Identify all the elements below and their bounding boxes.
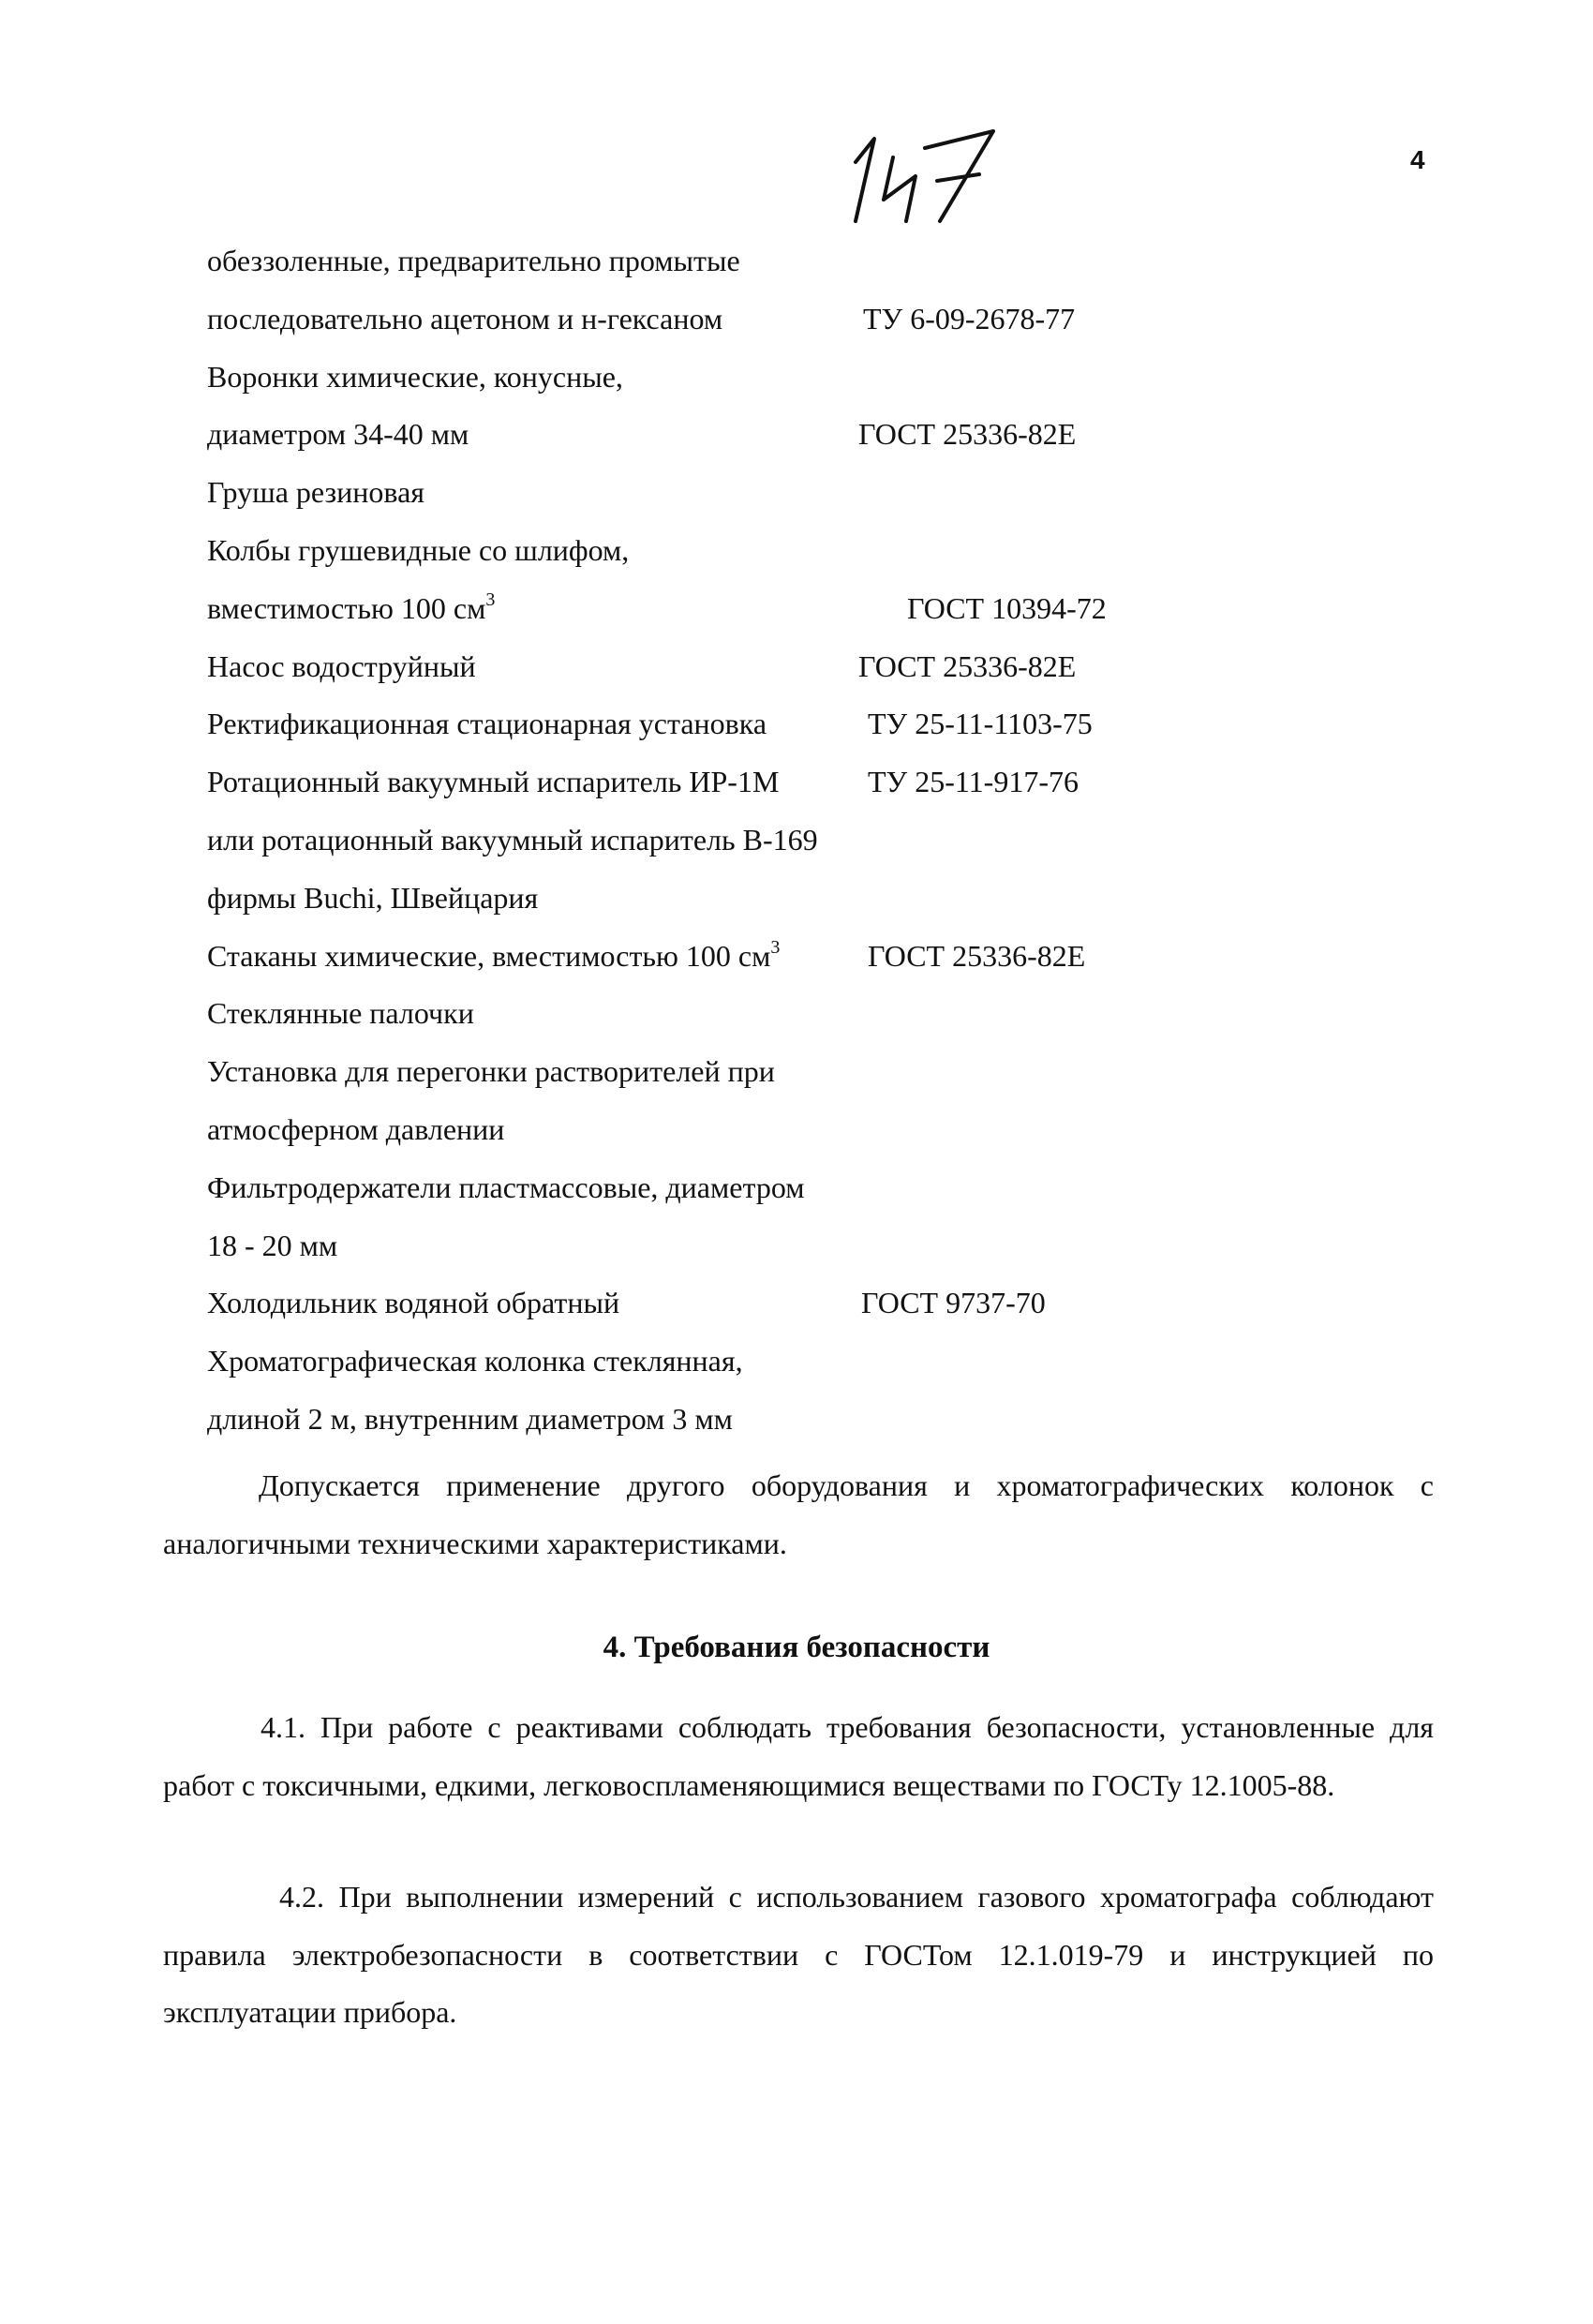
- equipment-row: [207, 580, 1463, 638]
- equipment-row: [207, 232, 1463, 290]
- equipment-row: [207, 1101, 1463, 1159]
- equipment-row: [207, 1043, 1463, 1101]
- equipment-row: [207, 1391, 1463, 1449]
- equipment-standard: ТУ 25-11-917-76: [868, 765, 1079, 799]
- equipment-name: или ротационный вакуумный испаритель В-169: [207, 822, 818, 857]
- safety-paragraph-4-2: 4.2. При выполнении измерений с использованием газового хроматографа соблюдают правила электробезопасности в соответствии с ГОСТом 12.1.019-79 и инструкцией по эксплуатации прибора.: [163, 1880, 1434, 2029]
- equipment-name: обеззоленные, предварительно промытые: [207, 244, 740, 277]
- equipment-name: Установка для перегонки растворителей при: [207, 1054, 775, 1089]
- equipment-name: Хроматографическая колонка стеклянная,: [207, 1344, 743, 1378]
- equipment-standard: ТУ 6-09-2678-77: [863, 301, 1076, 335]
- equipment-row: [207, 928, 1463, 986]
- equipment-row: [207, 1159, 1463, 1217]
- section-heading: 4. Требования безопасности: [603, 1631, 990, 1664]
- equipment-name: Фильтродержатели пластмассовые, диаметром: [207, 1169, 805, 1204]
- equipment-name: Колбы грушевидные со шлифом,: [207, 532, 630, 567]
- equipment-row: [207, 464, 1463, 522]
- equipment-row: [207, 985, 1463, 1043]
- equipment-row: [207, 1333, 1463, 1391]
- equipment-row: [207, 1217, 1463, 1275]
- equipment-row: [207, 1274, 1463, 1333]
- equipment-name: Насос водоструйный: [207, 648, 476, 683]
- equipment-row: [207, 753, 1463, 812]
- equipment-standard: ГОСТ 9737-70: [861, 1286, 1046, 1320]
- equipment-standard: ГОСТ 10394-72: [907, 590, 1107, 625]
- equipment-name: Воронки химические, конусные,: [207, 359, 623, 394]
- equipment-standard: ТУ 25-11-1103-75: [868, 707, 1093, 741]
- equipment-name: Ректификационная стационарная установка: [207, 707, 767, 741]
- equipment-name: 18 - 20 мм: [207, 1228, 338, 1262]
- equipment-name: Стеклянные палочки: [207, 996, 474, 1031]
- equipment-name: вместимостью 100 $см^3$: [207, 589, 496, 625]
- page-number: 4: [1410, 145, 1425, 174]
- equipment-row: [207, 522, 1463, 580]
- unit-superscript: 3: [770, 936, 781, 958]
- equipment-name: Ротационный вакуумный испаритель ИР-1М: [207, 765, 780, 799]
- equipment-row: [207, 638, 1463, 696]
- equipment-row: [207, 812, 1463, 870]
- equipment-row: [207, 290, 1463, 349]
- equipment-name: длиной 2 м, внутренним диаметром 3 мм: [207, 1401, 733, 1436]
- allowance-paragraph: Допускается применение другого оборудования и хроматографических колонок с аналогичными техническими характеристиками.: [163, 1468, 1434, 1560]
- handwritten-page-mark: [839, 111, 1007, 232]
- unit-superscript: 3: [485, 589, 496, 611]
- equipment-name: диаметром 34-40 мм: [207, 417, 469, 452]
- safety-paragraph-4-1: 4.1. При работе с реактивами соблюдать требования безопасности, установленные для работ с токсичными, едкими, легковоспламеняющимися веществами по ГОСТу 12.1005-88.: [163, 1710, 1434, 1802]
- equipment-row: [207, 695, 1463, 753]
- equipment-name: фирмы Buchi, Швейцария: [207, 880, 539, 915]
- equipment-row: [207, 349, 1463, 407]
- equipment-name: Стаканы химические, вместимостью 100 $см^3$: [207, 936, 781, 973]
- equipment-standard: ГОСТ 25336-82Е: [868, 938, 1086, 973]
- equipment-list: [207, 232, 1463, 1449]
- equipment-standard: ГОСТ 25336-82Е: [858, 417, 1077, 452]
- equipment-name: атмосферном давлении: [207, 1111, 505, 1146]
- equipment-name: Груша резиновая: [207, 475, 424, 510]
- equipment-name: Холодильник водяной обратный: [207, 1286, 620, 1320]
- equipment-name: последовательно ацетоном и н-гексаном: [207, 301, 723, 335]
- equipment-standard: ГОСТ 25336-82Е: [858, 648, 1077, 683]
- equipment-row: [207, 406, 1463, 464]
- equipment-row: [207, 870, 1463, 928]
